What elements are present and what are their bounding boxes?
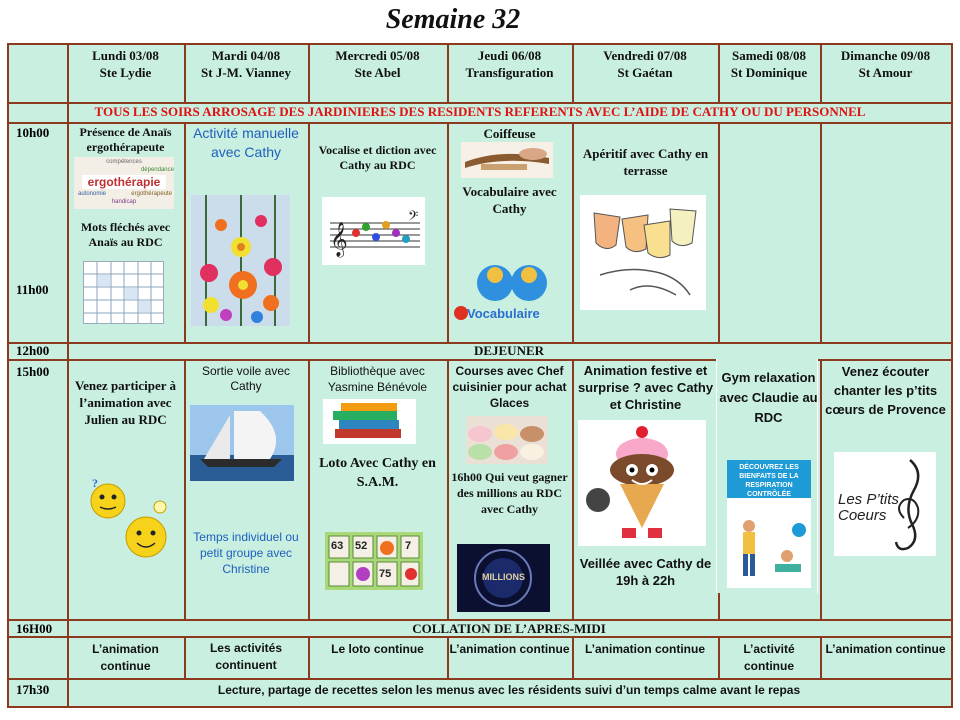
ergo-word: dépendance <box>140 167 174 173</box>
loto-number: 52 <box>355 540 368 552</box>
ergo-word: ergothérapeute <box>131 191 172 197</box>
ice-cream-character-image <box>578 420 706 546</box>
samedi-afternoon-activity: Gym relaxation avec Claudie au RDC <box>719 370 818 425</box>
loto-number: 75 <box>379 568 392 580</box>
lundi-afternoon-activity: Venez participer à l’animation avec Julien au RDC <box>74 378 177 427</box>
time-10h00: 10h00 <box>16 125 50 140</box>
day-label: Samedi 08/08 <box>731 48 807 63</box>
ergo-word: autonomie <box>78 191 107 197</box>
saint-label: St Amour <box>858 65 913 80</box>
ergo-word: compétences <box>106 159 142 165</box>
jeudi-afternoon-activity-2: 16h00 Qui veut gagner des millions au RDC avec Cathy <box>451 470 568 516</box>
sailing-ship-image <box>190 405 294 481</box>
svg-text:𝄢: 𝄢 <box>408 210 419 227</box>
day-label: Dimanche 09/08 <box>840 48 931 63</box>
vendredi-morning-activity: Apéritif avec Cathy en terrasse <box>582 146 709 178</box>
saint-label: Transfiguration <box>465 65 554 80</box>
wine-glasses-icon <box>580 195 706 310</box>
flowers-icon <box>191 195 290 326</box>
samedi-continue: L’activité continue <box>743 642 795 673</box>
saint-label: St J-M. Vianney <box>201 65 291 80</box>
loto-number: 7 <box>405 540 412 552</box>
vendredi-afternoon-activity-1: Animation festive et surprise ? avec Cathy et Christine <box>577 363 714 412</box>
hair-comb-image <box>461 142 553 178</box>
day-header-dimanche <box>820 45 951 101</box>
lundi-morning-activity-2: Mots fléchés avec Anaïs au RDC <box>80 220 171 249</box>
petits-coeurs-logo-image <box>834 452 936 556</box>
day-label: Vendredi 07/08 <box>603 48 687 63</box>
ice-cream-tubs-icon <box>466 416 548 464</box>
day-label: Jeudi 06/08 <box>477 48 542 63</box>
ice-cream-cartoon-icon <box>578 420 706 546</box>
time-17h30: 17h30 <box>16 682 50 697</box>
vendredi-continue: L’animation continue <box>584 642 705 656</box>
hairdresser-icon <box>461 142 553 178</box>
dimanche-continue: L’animation continue <box>825 642 946 656</box>
loto-grid-image <box>325 532 423 590</box>
breathing-poster-image <box>727 460 811 588</box>
mercredi-continue: Le loto continue <box>331 642 424 656</box>
saint-label: Ste Abel <box>354 65 401 80</box>
books-icon <box>323 399 416 444</box>
time-11h00: 11h00 <box>16 282 49 297</box>
music-notes-icon <box>322 197 425 265</box>
lunch-label: DEJEUNER <box>473 343 545 358</box>
breathing-poster-text: DÉCOUVREZ LES BIENFAITS DE LA RESPIRATION CONTRÔLÉE <box>739 464 799 498</box>
time-12h00: 12h00 <box>16 343 50 358</box>
music-notes-image <box>322 197 425 265</box>
evening-activity: Lecture, partage de recettes selon les menus avec les résidents suivi d’un temps calme avant le repas <box>217 683 801 697</box>
lundi-morning-activity-1: Présence de Anaïs ergothérapeute <box>79 125 172 154</box>
snack-label: COLLATION DE L’APRES-MIDI <box>412 621 606 636</box>
mardi-afternoon-activity-1: Sortie voile avec Cathy <box>201 364 291 393</box>
aperitif-glasses-image <box>580 195 706 310</box>
watering-banner: TOUS LES SOIRS ARROSAGE DES JARDINIERES DES RESIDENTS REFERENTS AVEC L’AIDE DE CATHY OU DU PERSONNEL <box>94 104 866 119</box>
day-header-vendredi <box>572 45 718 101</box>
crossword-grid-image <box>83 261 164 324</box>
sailboat-icon <box>190 405 294 481</box>
vocabulary-image <box>451 243 567 328</box>
saint-label: St Dominique <box>730 65 808 80</box>
vendredi-afternoon-activity-2: Veillée avec Cathy de 19h à 22h <box>579 556 712 588</box>
svg-text:?: ? <box>92 479 98 490</box>
books-image <box>323 399 416 444</box>
jeudi-morning-activity-1: Coiffeuse <box>483 126 536 141</box>
day-header-jeudi <box>447 45 572 101</box>
mardi-morning-activity: Activité manuelle avec Cathy <box>193 125 299 160</box>
lundi-continue: L’animation continue <box>92 642 159 673</box>
mercredi-afternoon-activity-1: Bibliothèque avec Yasmine Bénévole <box>327 364 428 394</box>
time-16h00: 16H00 <box>16 621 53 636</box>
time-15h00: 15h00 <box>16 364 50 379</box>
millions-game-logo <box>457 544 550 612</box>
day-label: Mardi 04/08 <box>211 48 281 63</box>
paper-flowers-image <box>191 195 290 326</box>
day-header-samedi <box>718 45 820 101</box>
smiley-icon <box>84 479 170 563</box>
day-label: Mercredi 05/08 <box>335 48 420 63</box>
mardi-afternoon-activity-2: Temps individuel ou petit groupe avec Christine <box>193 530 299 576</box>
jeudi-afternoon-activity-1: Courses avec Chef cuisinier pour achat Glaces <box>452 364 567 410</box>
day-label: Lundi 03/08 <box>92 48 159 63</box>
crossword-icon <box>84 262 164 324</box>
loto-number: 63 <box>331 540 344 552</box>
page-title: Semaine 32 <box>385 4 521 35</box>
petits-coeurs-logo-text: Les P’tits Coeurs <box>838 491 899 524</box>
day-header-lundi <box>67 45 184 101</box>
jeudi-continue: L’animation continue <box>449 642 570 656</box>
saint-label: St Gaétan <box>617 65 673 80</box>
mercredi-afternoon-activity-2: Loto Avec Cathy en S.A.M. <box>319 456 436 490</box>
ice-cream-display-image <box>466 416 548 464</box>
mardi-continue: Les activités continuent <box>209 641 283 672</box>
day-header-mercredi <box>308 45 447 101</box>
ergotherapie-word-cloud <box>74 157 174 209</box>
thinking-smileys-image <box>84 479 170 563</box>
millions-logo-text: MILLIONS <box>482 572 525 582</box>
day-header-mardi <box>184 45 308 101</box>
jeudi-morning-activity-2: Vocabulaire avec Cathy <box>462 184 557 216</box>
saint-label: Ste Lydie <box>99 65 152 80</box>
svg-text:𝄞: 𝄞 <box>330 223 348 256</box>
ergo-word: handicap <box>111 199 137 205</box>
dimanche-afternoon-activity: Venez écouter chanter les p’tits cœurs de Provence <box>825 364 946 417</box>
vocabulary-logo-text: Vocabulaire <box>467 306 540 321</box>
mercredi-morning-activity: Vocalise et diction avec Cathy au RDC <box>318 143 437 172</box>
ergo-word-main: ergothérapie <box>87 175 161 189</box>
